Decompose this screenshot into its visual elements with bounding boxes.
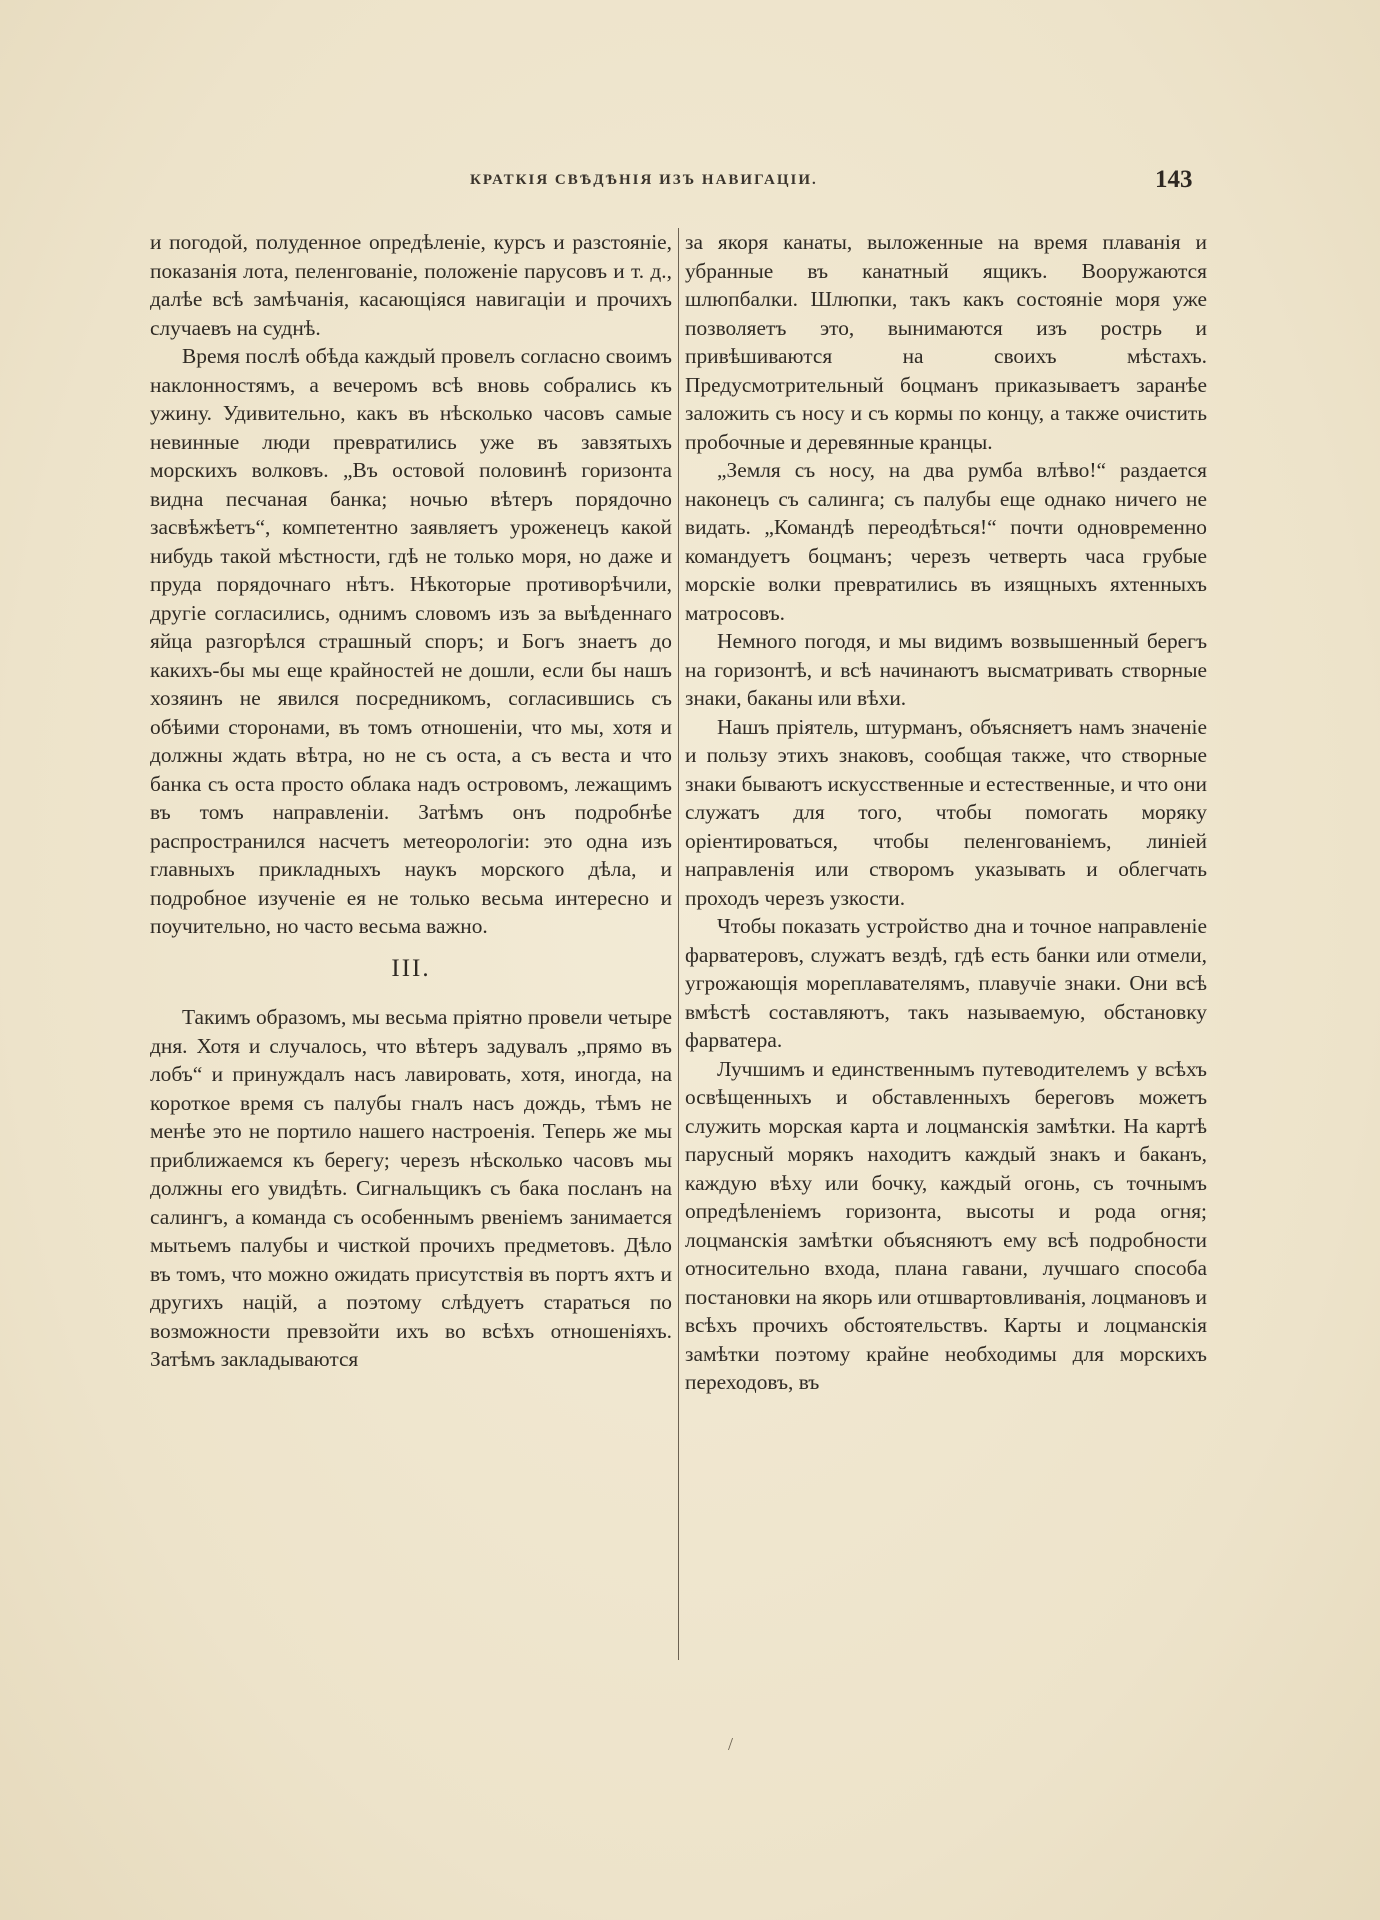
paragraph: Такимъ образомъ, мы весьма пріятно провели четыре дня. Хотя и случалось, что вѣтеръ задувалъ „прямо въ лобъ“ и принуждалъ насъ лавировать, хотя, иногда, на короткое время съ палубы гналъ насъ дождь, тѣмъ не менѣе это не портило нашего настроенія. Теперь же мы приближаемся къ берегу; черезъ нѣсколько часовъ мы должны его увидѣть. Сигнальщикъ съ бака посланъ на салингъ, а команда съ особеннымъ рвеніемъ занимается мытьемъ палубы и чисткой прочихъ предметовъ. Дѣло въ томъ, что можно ожидать присутствія въ портъ яхтъ и другихъ націй, а поэтому слѣдуетъ стараться по возможности превзойти ихъ во всѣхъ отношеніяхъ. Затѣмъ закладываются — [150, 1005, 672, 1371]
paragraph: Немного погодя, и мы видимъ возвышенный берегъ на горизонтѣ, и всѣ начинаютъ высматривать створные знаки, баканы или вѣхи. — [685, 629, 1207, 710]
left-column — [150, 228, 672, 1374]
paragraph: Чтобы показать устройство дна и точное направленіе фарватеровъ, служатъ вездѣ, гдѣ есть банки или отмели, угрожающія мореплавателямъ, плавучіе знаки. Они всѣ вмѣстѣ составляютъ, такъ называемую, обстановку фарватера. — [685, 914, 1207, 1052]
paragraph: Время послѣ обѣда каждый провелъ согласно своимъ наклонностямъ, а вечеромъ всѣ вновь собрались къ ужину. Удивительно, какъ въ нѣсколько часовъ самые невинные люди превратились уже въ завзятыхъ морскихъ волковъ. „Въ остовой половинѣ горизонта видна песчаная банка; ночью вѣтеръ порядочно засвѣжѣетъ“, компетентно заявляетъ уроженецъ какой нибудь такой мѣстности, гдѣ не только моря, но даже и пруда порядочнаго нѣтъ. Нѣкоторые противорѣчили, другіе согласились, однимъ словомъ изъ за выѣденнаго яйца разгорѣлся страшный споръ; и Богъ знаетъ до какихъ-бы мы еще крайностей не дошли, если бы нашъ хозяинъ не явился посредникомъ, согласившись съ обѣими сторонами, въ томъ отношеніи, что мы, хотя и должны ждать вѣтра, но не съ оста, а съ веста и что банка съ оста просто облака надъ островомъ, лежащимъ въ томъ направленіи. Затѣмъ онъ подробнѣе распространился насчетъ метеорологіи: это одна изъ главныхъ прикладныхъ наукъ морского дѣла, и подробное изученіе ея не только весьма интересно и поучительно, но часто весьма важно. — [150, 344, 672, 938]
section-heading: III. — [391, 954, 431, 982]
running-head: КРАТКІЯ СВѢДѢНІЯ ИЗЪ НАВИГАЦІИ. — [470, 172, 818, 188]
right-column — [685, 228, 1207, 1397]
paragraph: Лучшимъ и единственнымъ путеводителемъ у всѣхъ освѣщенныхъ и обставленныхъ береговъ можетъ служить морская карта и лоцманскія замѣтки. На картѣ парусный морякъ находитъ каждый знакъ и баканъ, каждую вѣху или бочку, каждый огонь, съ точнымъ опредѣленіемъ горизонта, высоты и рода огня; лоцманскія замѣтки объясняютъ ему всѣ подробности относительно входа, плана гавани, лучшаго способа постановки на якорь или отшвартовливанія, лоцмановъ и всѣхъ прочихъ обстоятельствъ. Карты и лоцманскія замѣтки поэтому крайне необходимы для морскихъ переходовъ, въ — [685, 1056, 1207, 1394]
page-number: 143 — [1155, 166, 1193, 193]
paragraph: Нашъ пріятель, штурманъ, объясняетъ намъ значеніе и пользу этихъ знаковъ, сообщая также, что створные знаки бываютъ искусственные и естественные, и что они служатъ для того, чтобы помогать моряку оріентироваться, чтобы пеленгованіемъ, линіей направленія или створомъ указывать и облегчать проходъ черезъ узкости. — [685, 714, 1207, 910]
paragraph: и погодой, полуденное опредѣленіе, курсъ и разстояніе, показанія лота, пеленгованіе, положеніе парусовъ и т. д., далѣе всѣ замѣчанія, касающіяся навигаціи и прочихъ случаевъ на суднѣ. — [150, 230, 672, 340]
paragraph: „Земля съ носу, на два румба влѣво!“ раздается наконецъ съ салинга; съ палубы еще однако ничего не видать. „Командѣ переодѣться!“ почти одновременно командуетъ боцманъ; черезъ четверть часа грубые морскіе волки превратились въ изящныхъ яхтенныхъ матросовъ. — [685, 458, 1207, 625]
column-divider — [678, 228, 679, 1660]
paragraph: за якоря канаты, выложенные на время плаванія и убранные въ канатный ящикъ. Вооружаются шлюпбалки. Шлюпки, такъ какъ состояніе моря уже позволяетъ это, вынимаются изъ рострь и привѣшиваются на своихъ мѣстахъ. Предусмотрительный боцманъ приказываетъ заранѣе заложить съ носу и съ кормы по концу, а также очистить пробочные и деревянные кранцы. — [685, 230, 1207, 454]
footer-mark: / — [728, 1734, 734, 1754]
